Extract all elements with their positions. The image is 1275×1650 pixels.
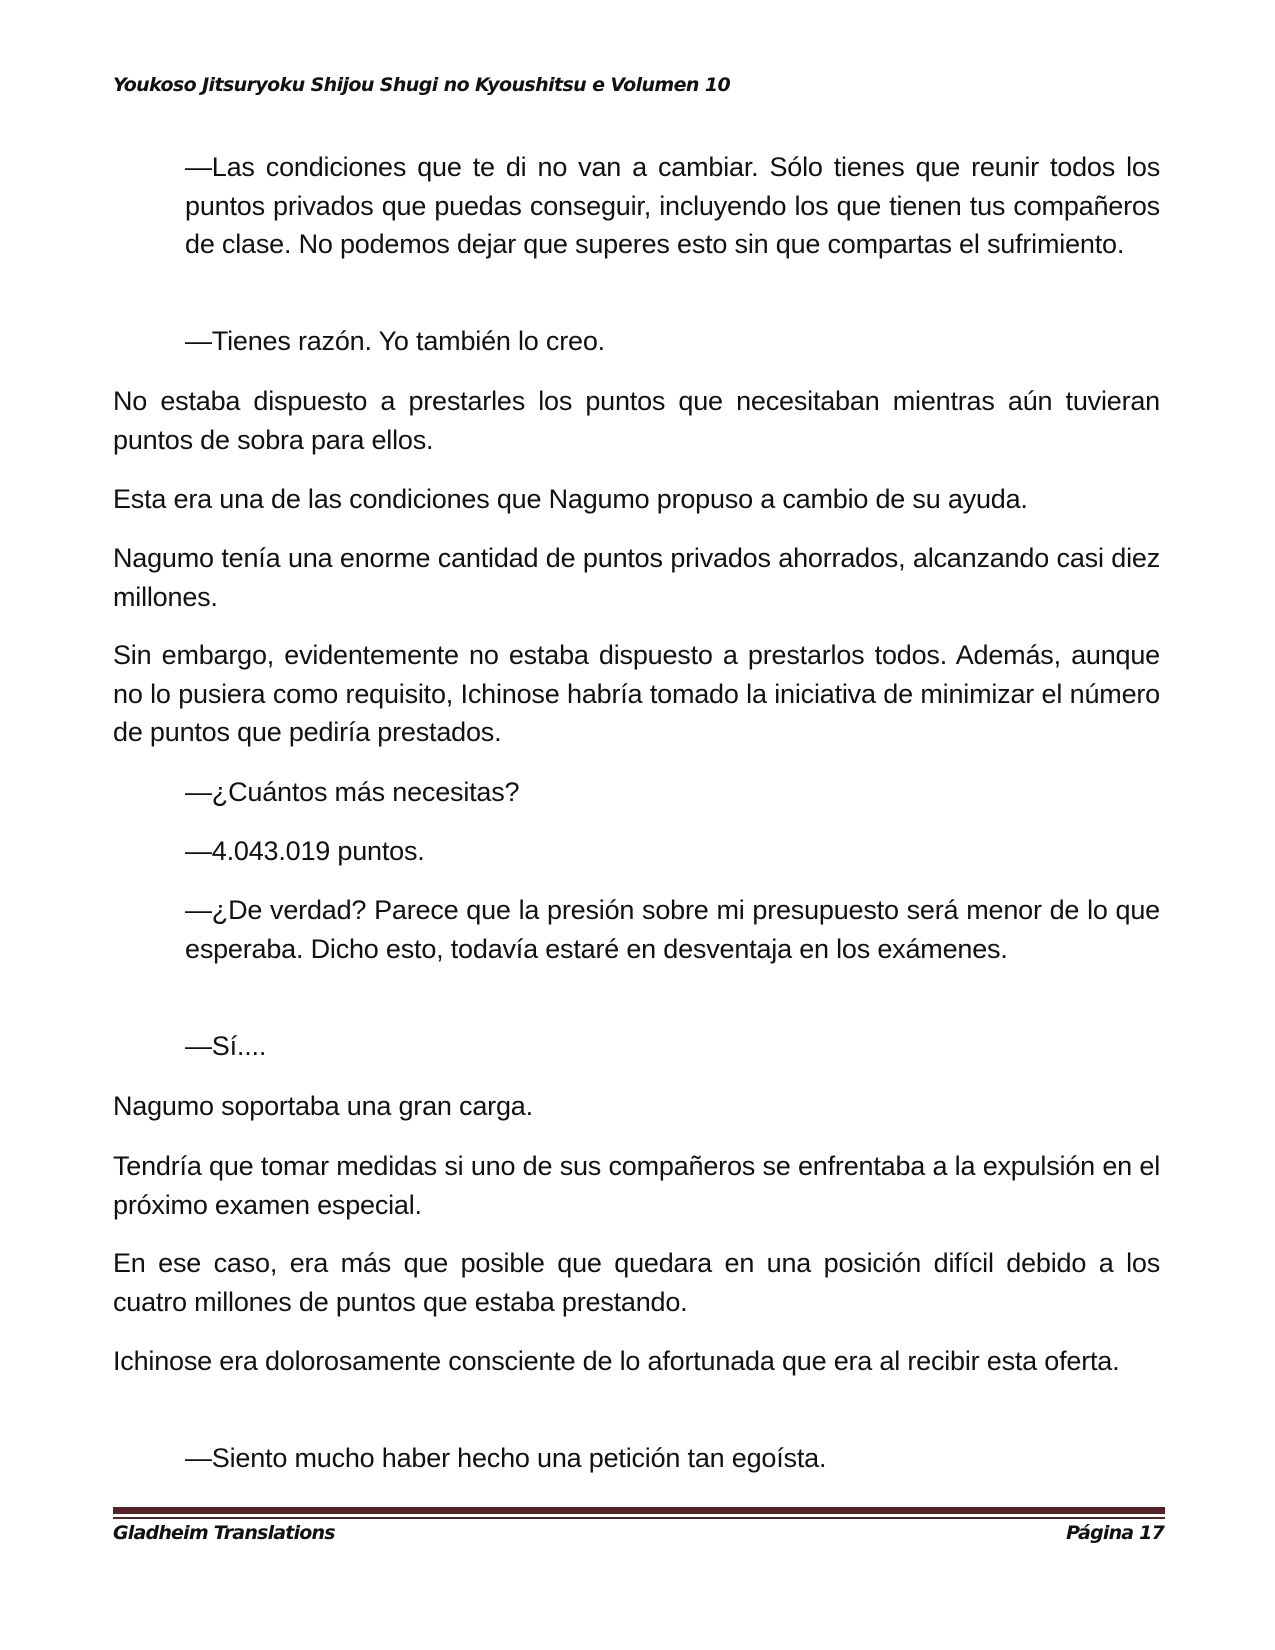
- dialogue-paragraph: —4.043.019 puntos.: [185, 836, 425, 866]
- dialogue-paragraph: —Sí....: [185, 1031, 267, 1061]
- narration-paragraph: Esta era una de las condiciones que Nagumo propuso a cambio de su ayuda.: [113, 484, 1028, 514]
- dialogue-paragraph: —Las condiciones que te di no van a cambiar. Sólo tienes que reunir todos los puntos privados que puedas conseguir, incluyendo los que tienen tus compañeros de clase. No podemos dejar que superes esto sin que compartas el sufrimiento.: [185, 152, 1160, 259]
- narration-paragraph: Nagumo soportaba una gran carga.: [113, 1091, 533, 1121]
- dialogue-paragraph: —Tienes razón. Yo también lo creo.: [185, 326, 605, 356]
- dialogue-paragraph: —Siento mucho haber hecho una petición tan egoísta.: [185, 1443, 827, 1473]
- running-header: Youkoso Jitsuryoku Shijou Shugi no Kyoushitsu e Volumen 10: [113, 74, 731, 96]
- narration-paragraph: No estaba dispuesto a prestarles los puntos que necesitaban mientras aún tuvieran puntos de sobra para ellos.: [113, 386, 1160, 455]
- narration-paragraph: Sin embargo, evidentemente no estaba dispuesto a prestarlos todos. Además, aunque no lo pusiera como requisito, Ichinose habría tomado la iniciativa de minimizar el número de puntos que pediría prestados.: [113, 640, 1160, 747]
- narration-paragraph: En ese caso, era más que posible que quedara en una posición difícil debido a los cuatro millones de puntos que estaba prestando.: [113, 1248, 1160, 1317]
- footer-translator-credit: Gladheim Translations: [113, 1522, 335, 1544]
- narration-paragraph: Nagumo tenía una enorme cantidad de puntos privados ahorrados, alcanzando casi diez millones.: [113, 543, 1160, 612]
- footer-rule: [113, 1507, 1165, 1514]
- narration-paragraph: Ichinose era dolorosamente consciente de lo afortunada que era al recibir esta oferta.: [113, 1346, 1120, 1376]
- dialogue-paragraph: —¿Cuántos más necesitas?: [185, 777, 520, 807]
- footer-page-number: Página 17: [1066, 1522, 1164, 1544]
- dialogue-paragraph: —¿De verdad? Parece que la presión sobre mi presupuesto será menor de lo que esperaba. Dicho esto, todavía estaré en desventaja en los exámenes.: [185, 895, 1160, 964]
- footer-rule-thin: [113, 1517, 1165, 1519]
- narration-paragraph: Tendría que tomar medidas si uno de sus compañeros se enfrentaba a la expulsión en el próximo examen especial.: [113, 1151, 1160, 1220]
